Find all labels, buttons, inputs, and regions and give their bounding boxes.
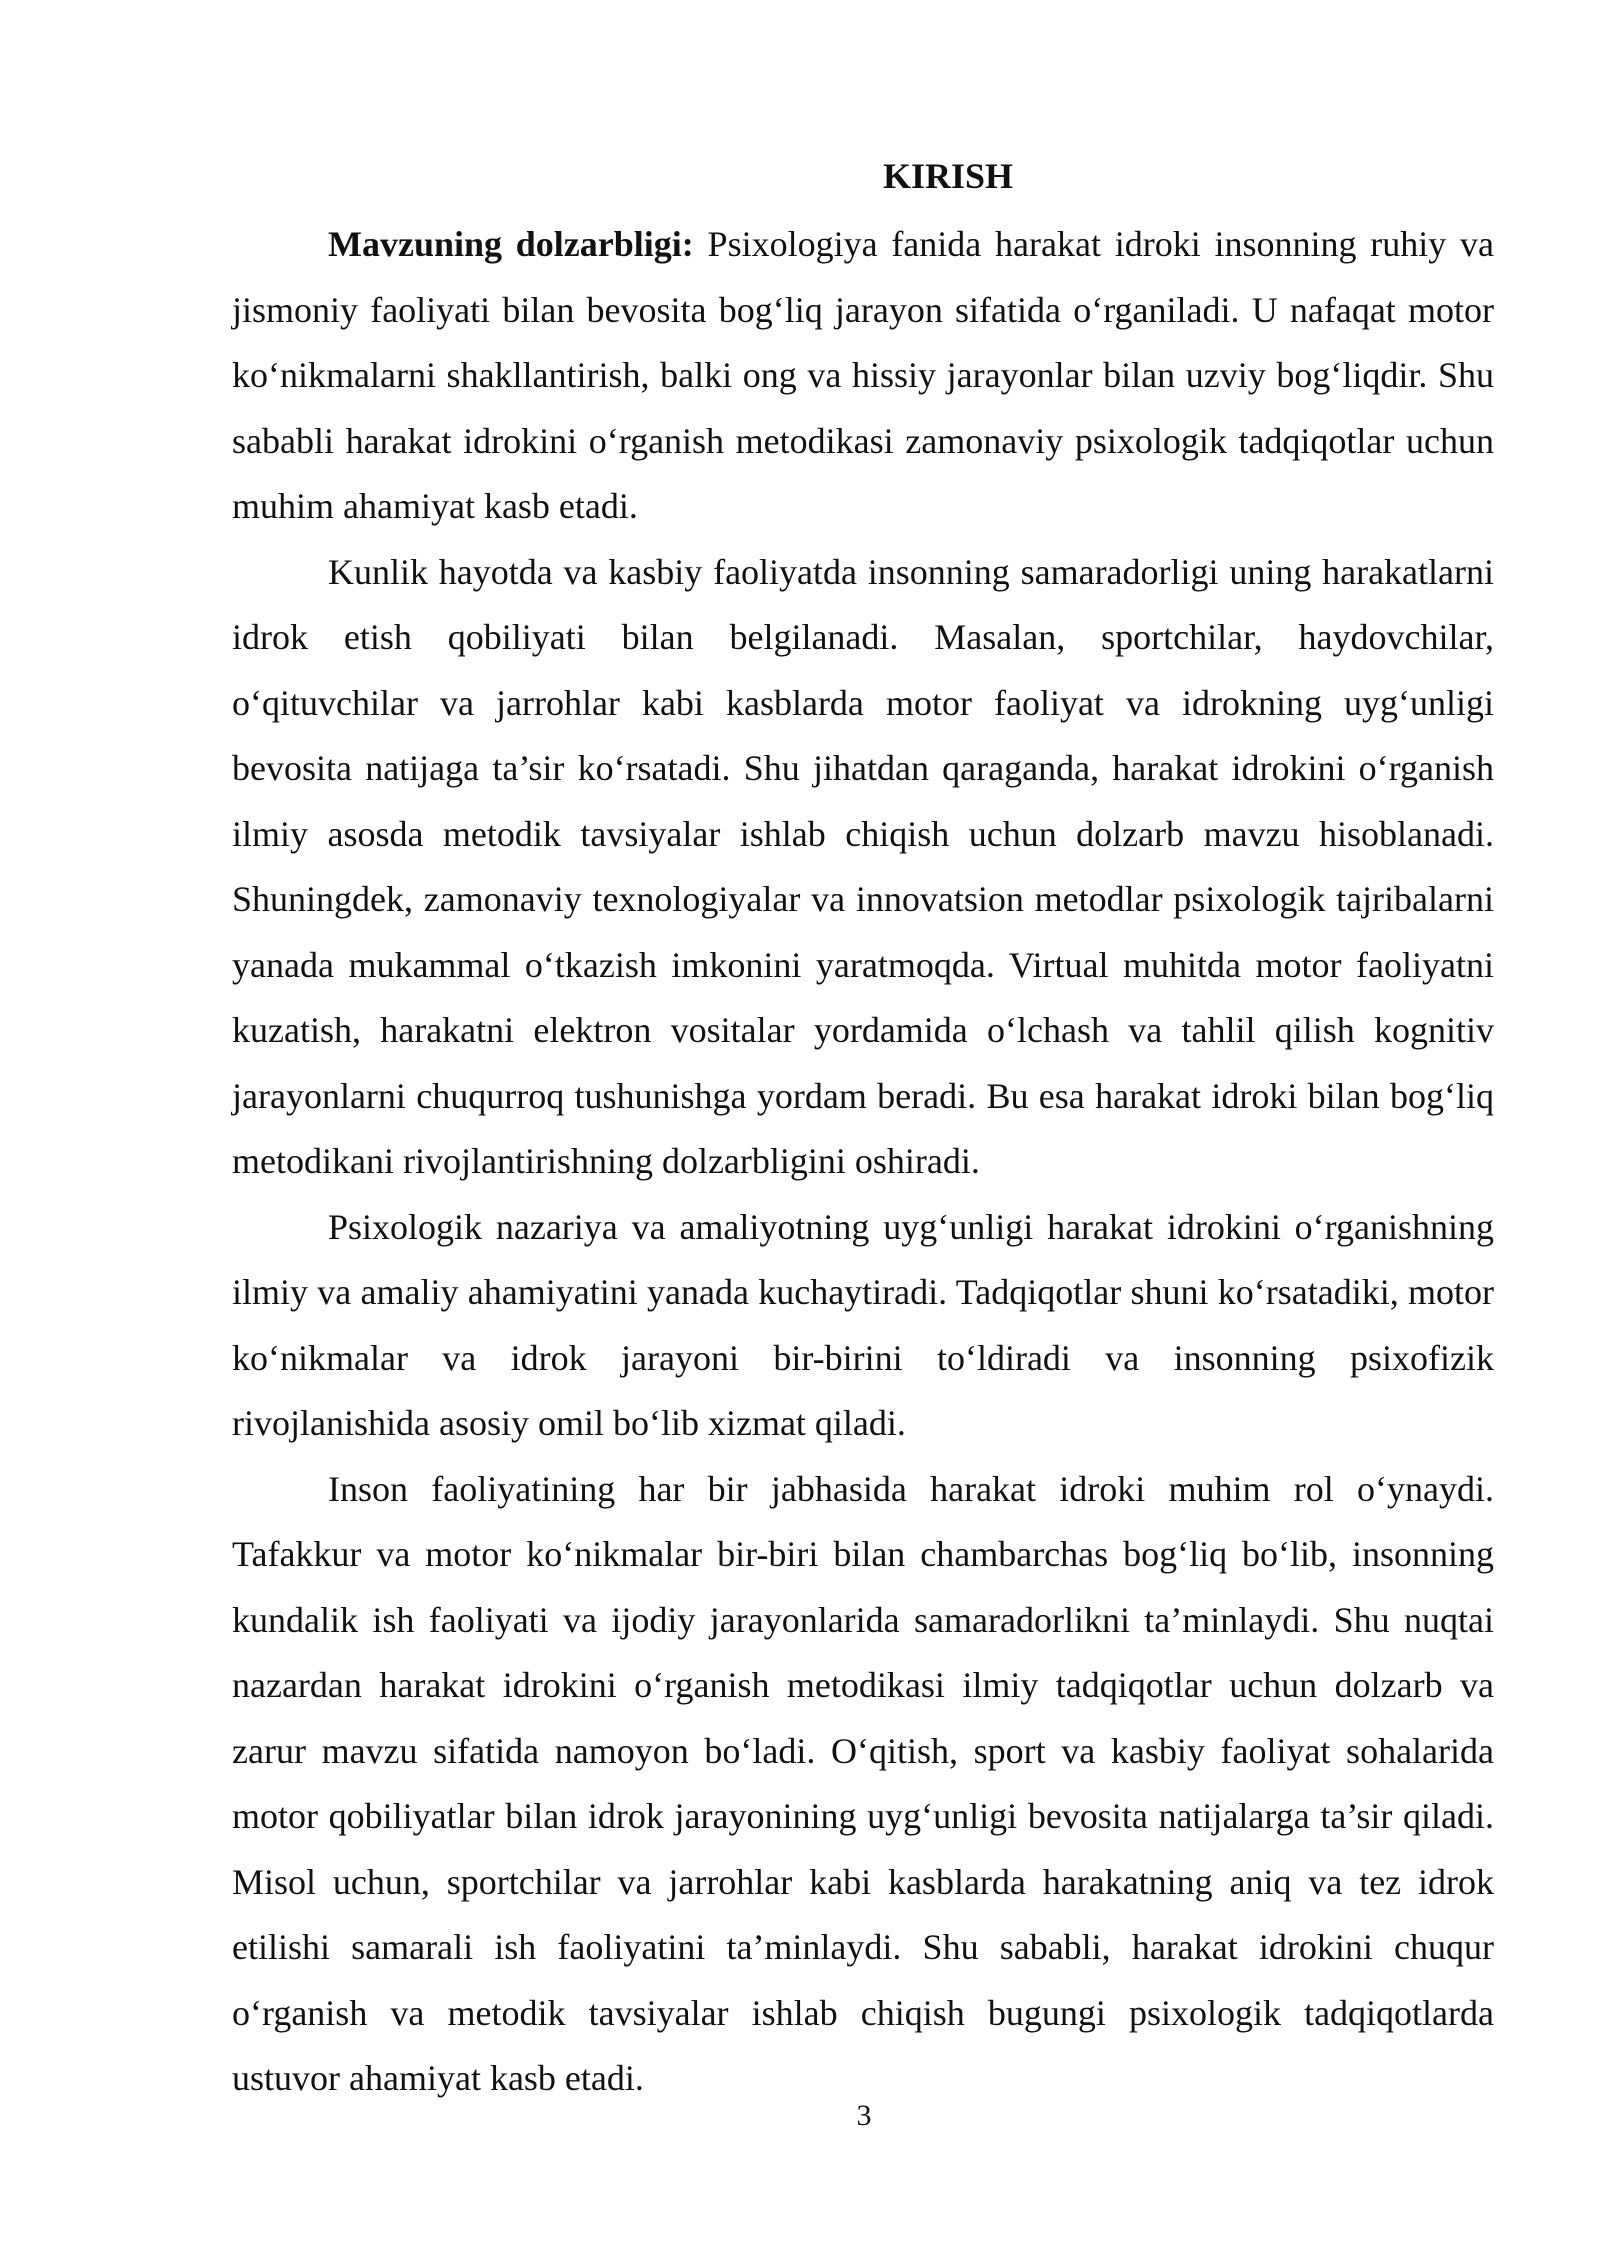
- page-content: [232, 150, 1494, 2112]
- paragraph: Psixologik nazariya va amaliyotning uyg‘unligi harakat idrokini o‘rganishning ilmiy va amaliy ahamiyatini yanada kuchaytiradi. Tadqiqotlar shuni ko‘rsatadiki, motor ko‘nikmalar va idrok jarayoni bir-birini to‘ldiradi va insonning psixofizik rivojlanishida asosiy omil bo‘lib xizmat qiladi.: [232, 1206, 1494, 1443]
- page-number: 3: [856, 2099, 872, 2132]
- paragraph: Kunlik hayotda va kasbiy faoliyatda insonning samaradorligi uning harakatlarni idrok etish qobiliyati bilan belgilanadi. Masalan, sportchilar, haydovchilar, o‘qituvchilar va jarrohlar kabi kasblarda motor faoliyat va idrokning uyg‘unligi bevosita natijaga ta’sir ko‘rsatadi. Shu jihatdan qaraganda, harakat idrokini o‘rganish ilmiy asosda metodik tavsiyalar ishlab chiqish uchun dolzarb mavzu hisoblanadi. Shuningdek, zamonaviy texnologiyalar va innovatsion metodlar psixologik tajribalarni yanada mukammal o‘tkazish imkonini yaratmoqda. Virtual muhitda motor faoliyatni kuzatish, harakatni elektron vositalar yordamida o‘lchash va tahlil qilish kognitiv jarayonlarni chuqurroq tushunishga yordam beradi. Bu esa harakat idroki bilan bog‘liq metodikani rivojlantirishning dolzarbligini oshiradi.: [232, 551, 1494, 1181]
- section-title: KIRISH: [882, 156, 1014, 196]
- paragraph-text: Psixologiya fanida harakat idroki insonning ruhiy va jismoniy faoliyati bilan bevosita bog‘liq jarayon sifatida o‘rganiladi. U nafaqat motor ko‘nikmalarni shakllantirish, balki ong va hissiy jarayonlar bilan uzviy bog‘liqdir. Shu sababli harakat idrokini o‘rganish metodikasi zamonaviy psixologik tadqiqotlar uchun muhim ahamiyat kasb etadi.: [232, 224, 1494, 526]
- paragraph: Inson faoliyatining har bir jabhasida harakat idroki muhim rol o‘ynaydi. Tafakkur va motor ko‘nikmalar bir-biri bilan chambarchas bog‘liq bo‘lib, insonning kundalik ish faoliyati va ijodiy jarayonlarida samaradorlikni ta’minlaydi. Shu nuqtai nazardan harakat idrokini o‘rganish metodikasi ilmiy tadqiqotlar uchun dolzarb va zarur mavzu sifatida namoyon bo‘ladi. O‘qitish, sport va kasbiy faoliyat sohalarida motor qobiliyatlar bilan idrok jarayonining uyg‘unligi bevosita natijalarga ta’sir qiladi. Misol uchun, sportchilar va jarrohlar kabi kasblarda harakatning aniq va tez idrok etilishi samarali ish faoliyatini ta’minlaydi. Shu sababli, harakat idrokini chuqur o‘rganish va metodik tavsiyalar ishlab chiqish bugungi psixologik tadqiqotlarda ustuvor ahamiyat kasb etadi.: [232, 1468, 1494, 2098]
- paragraph-lead: Mavzuning dolzarbligi:: [328, 224, 694, 264]
- paragraph-relevance: [232, 212, 1494, 540]
